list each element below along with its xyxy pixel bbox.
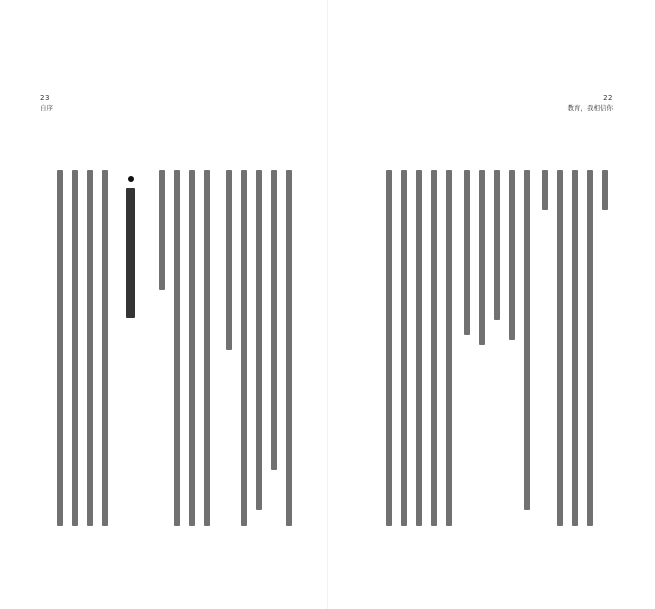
text-column (446, 170, 452, 526)
text-column (416, 170, 422, 526)
text-column (72, 170, 78, 526)
text-column (464, 170, 470, 335)
text-column (572, 170, 578, 526)
text-column (602, 170, 608, 210)
text-column (241, 170, 247, 526)
text-column (159, 170, 165, 290)
right-folio (568, 94, 614, 113)
left-text-block (66, 170, 292, 526)
text-column (174, 170, 180, 526)
section-heading-bullet-icon (128, 176, 134, 182)
left-page-number: 23 (40, 94, 50, 102)
section-heading (126, 188, 135, 318)
text-column (271, 170, 277, 470)
text-column (386, 170, 392, 526)
text-column (401, 170, 407, 526)
left-running-head: 自序 (40, 104, 53, 112)
text-column (286, 170, 292, 526)
text-column (542, 170, 548, 210)
right-running-head: 教育，我相信你 (567, 104, 613, 112)
text-column (226, 170, 232, 350)
text-column (57, 170, 63, 526)
text-column (557, 170, 563, 526)
text-column (189, 170, 195, 526)
left-folio (40, 94, 53, 113)
text-column (479, 170, 485, 345)
left-page (0, 0, 327, 609)
text-column (431, 170, 437, 526)
text-column (509, 170, 515, 340)
right-text-block (364, 170, 608, 526)
text-column (587, 170, 593, 526)
right-page-number: 22 (603, 94, 613, 102)
text-column (256, 170, 262, 510)
text-column (87, 170, 93, 526)
text-column (524, 170, 530, 510)
text-column (204, 170, 210, 526)
right-page (328, 0, 655, 609)
text-column (494, 170, 500, 320)
text-column (102, 170, 108, 526)
